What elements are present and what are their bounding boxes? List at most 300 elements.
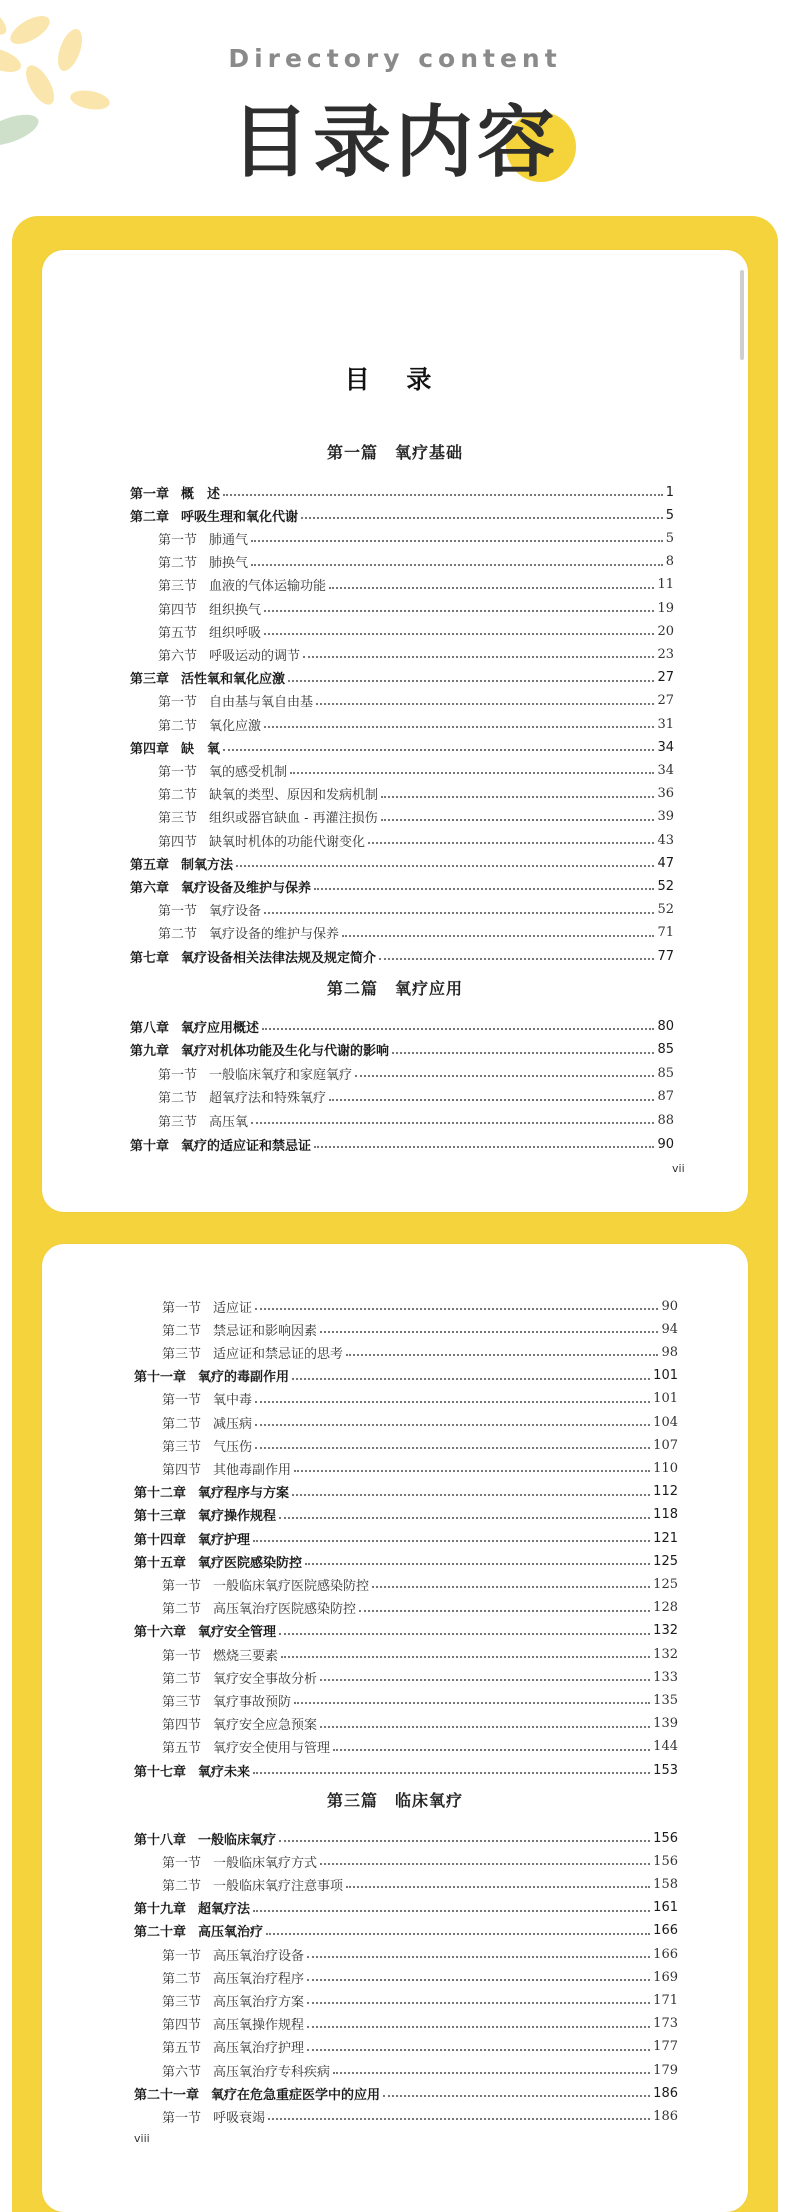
entry-page-number: 43 xyxy=(657,832,674,848)
entry-page-number: 156 xyxy=(653,1853,678,1869)
dot-leader xyxy=(255,1447,650,1449)
dot-leader xyxy=(223,749,654,751)
dot-leader xyxy=(268,2118,650,2120)
entry-number: 第一节 xyxy=(162,1855,202,1871)
entry-title: 概 述 xyxy=(181,486,221,502)
entry-number: 第二节 xyxy=(162,1323,202,1339)
toc-chapter-entry xyxy=(130,1040,674,1060)
dot-leader xyxy=(288,680,654,682)
entry-title: 适应证和禁忌证的思考 xyxy=(213,1346,344,1362)
toc-chapter-entry xyxy=(130,1134,674,1154)
entry-number: 第一节 xyxy=(162,1948,202,1964)
dot-leader xyxy=(346,1354,658,1356)
toc-section-entry xyxy=(130,552,674,572)
entry-number: 第一节 xyxy=(158,695,198,711)
entry-title: 缺氧时机体的功能代谢变化 xyxy=(209,834,366,850)
entry-title: 氧疗安全应急预案 xyxy=(213,1718,318,1734)
entry-number: 第二节 xyxy=(158,556,198,572)
dot-leader xyxy=(253,1910,650,1912)
toc-chapter-entry xyxy=(134,1366,678,1386)
toc-section-entry xyxy=(134,1990,678,2010)
dot-leader xyxy=(279,1517,650,1519)
entry-number: 第二节 xyxy=(162,1971,202,1987)
toc-chapter-entry xyxy=(130,853,674,873)
dot-leader xyxy=(292,1494,650,1496)
entry-page-number: 90 xyxy=(657,1136,674,1152)
entry-number: 第一节 xyxy=(162,1393,202,1409)
toc-section-entry xyxy=(134,1667,678,1687)
entry-title: 氧疗事故预防 xyxy=(213,1694,292,1710)
entry-number: 第十一章 xyxy=(134,1370,187,1386)
dot-leader xyxy=(255,1424,650,1426)
entry-number: 第三章 xyxy=(130,672,170,688)
entry-number: 第十六章 xyxy=(134,1625,187,1641)
entry-number: 第二十一章 xyxy=(134,2087,200,2103)
entry-page-number: 121 xyxy=(653,1530,678,1546)
dot-leader xyxy=(379,958,654,960)
entry-number: 第二节 xyxy=(158,1091,198,1107)
toc-chapter-entry xyxy=(130,737,674,757)
entry-page-number: 94 xyxy=(661,1321,678,1337)
toc-section-entry xyxy=(130,528,674,548)
toc-section-entry xyxy=(134,1296,678,1316)
entry-title: 氧疗安全管理 xyxy=(198,1625,277,1641)
entry-page-number: 166 xyxy=(653,1946,678,1962)
entry-title: 高压氧治疗专科疾病 xyxy=(213,2064,331,2080)
entry-number: 第四节 xyxy=(162,1718,202,1734)
entry-title: 缺氧的类型、原因和发病机制 xyxy=(209,788,379,804)
entry-number: 第二节 xyxy=(158,927,198,943)
entry-page-number: 39 xyxy=(657,809,674,825)
entry-title: 高压氧操作规程 xyxy=(213,2018,305,2034)
dot-leader xyxy=(253,1772,650,1774)
dot-leader xyxy=(307,2002,650,2004)
entry-number: 第一节 xyxy=(158,904,198,920)
entry-page-number: 11 xyxy=(657,577,674,593)
entry-page-number: 34 xyxy=(657,739,674,755)
toc-chapter-entry xyxy=(130,668,674,688)
entry-page-number: 87 xyxy=(657,1089,674,1105)
toc-section-entry xyxy=(130,644,674,664)
toc-section-entry xyxy=(134,1319,678,1339)
toc-chapter-entry xyxy=(130,1016,674,1036)
entry-title: 一般临床氧疗医院感染防控 xyxy=(213,1578,370,1594)
entry-title: 氧疗程序与方案 xyxy=(198,1486,290,1502)
entry-number: 第九章 xyxy=(130,1044,170,1060)
dot-leader xyxy=(262,1028,654,1030)
dot-leader xyxy=(320,1726,650,1728)
entry-page-number: 132 xyxy=(653,1623,678,1639)
entry-title: 氧化应激 xyxy=(209,718,262,734)
entry-page-number: 88 xyxy=(657,1112,674,1128)
dot-leader xyxy=(359,1610,650,1612)
entry-page-number: 125 xyxy=(653,1576,678,1592)
entry-title: 高压氧治疗护理 xyxy=(213,2041,305,2057)
toc-section-entry xyxy=(134,1644,678,1664)
entry-number: 第一节 xyxy=(158,1067,198,1083)
dot-leader xyxy=(264,610,654,612)
toc-page-1 xyxy=(42,250,748,1212)
dot-leader xyxy=(223,494,663,496)
part-heading-3: 第三篇 临床氧疗 xyxy=(326,1791,463,1810)
toc-page-2 xyxy=(42,1244,748,2212)
entry-page-number: 128 xyxy=(653,1600,678,1616)
dot-leader xyxy=(251,540,663,542)
dot-leader xyxy=(314,1146,654,1148)
toc-chapter-entry xyxy=(130,946,674,966)
scrollbar[interactable] xyxy=(740,270,744,360)
entry-page-number: 132 xyxy=(653,1646,678,1662)
entry-title: 超氧疗法 xyxy=(198,1902,251,1918)
dot-leader xyxy=(316,703,654,705)
entry-title: 肺换气 xyxy=(209,556,249,572)
entry-page-number: 52 xyxy=(657,902,674,918)
dot-leader xyxy=(381,796,654,798)
entry-title: 氧疗应用概述 xyxy=(181,1020,260,1036)
entry-title: 禁忌证和影响因素 xyxy=(213,1323,318,1339)
entry-page-number: 52 xyxy=(657,878,674,894)
toc-chapter-entry xyxy=(134,1505,678,1525)
dot-leader xyxy=(266,1933,650,1935)
dot-leader xyxy=(342,935,654,937)
entry-number: 第三节 xyxy=(158,811,198,827)
entry-title: 高压氧治疗 xyxy=(198,1925,264,1941)
entry-page-number: 161 xyxy=(653,1900,678,1916)
entry-title: 氧疗未来 xyxy=(198,1764,251,1780)
entry-page-number: 144 xyxy=(653,1739,678,1755)
dot-leader xyxy=(381,819,655,821)
dot-leader xyxy=(320,1331,658,1333)
entry-title: 氧疗的毒副作用 xyxy=(198,1370,290,1386)
entry-number: 第五节 xyxy=(162,2041,202,2057)
entry-title: 氧疗安全使用与管理 xyxy=(213,1741,331,1757)
entry-title: 缺 氧 xyxy=(181,741,221,757)
entry-page-number: 153 xyxy=(653,1762,678,1778)
toc-section-entry xyxy=(130,923,674,943)
entry-page-number: 1 xyxy=(665,484,674,500)
toc-section-entry xyxy=(134,1967,678,1987)
entry-number: 第三节 xyxy=(158,1114,198,1130)
entry-title: 组织呼吸 xyxy=(209,625,262,641)
toc-section-entry xyxy=(134,1737,678,1757)
entry-number: 第八章 xyxy=(130,1020,170,1036)
toc-chapter-entry xyxy=(134,1482,678,1502)
entry-number: 第三节 xyxy=(162,1346,202,1362)
entry-title: 氧疗在危急重症医学中的应用 xyxy=(211,2087,381,2103)
toc-section-entry xyxy=(130,900,674,920)
toc-chapter-entry xyxy=(130,876,674,896)
entry-title: 氧的感受机制 xyxy=(209,764,288,780)
dot-leader xyxy=(333,2072,650,2074)
dot-leader xyxy=(305,1563,650,1565)
header-subtitle: Directory content xyxy=(228,44,562,73)
entry-page-number: 23 xyxy=(657,646,674,662)
dot-leader xyxy=(307,2026,650,2028)
toc-section-entry xyxy=(134,1944,678,1964)
toc-chapter-entry xyxy=(130,505,674,525)
toc-section-entry xyxy=(134,2060,678,2080)
entry-number: 第十九章 xyxy=(134,1902,187,1918)
entry-title: 高压氧治疗设备 xyxy=(213,1948,305,1964)
entry-number: 第二节 xyxy=(162,1878,202,1894)
toc-chapter-entry xyxy=(134,1621,678,1641)
toc-section-entry xyxy=(134,2037,678,2057)
entry-page-number: 90 xyxy=(661,1298,678,1314)
entry-number: 第二节 xyxy=(158,788,198,804)
entry-number: 第十章 xyxy=(130,1138,170,1154)
entry-title: 氧疗安全事故分析 xyxy=(213,1671,318,1687)
entry-page-number: 186 xyxy=(653,2108,678,2124)
toc-section-entry xyxy=(134,1598,678,1618)
page-title: 目录内容 xyxy=(230,98,559,188)
entry-number: 第二节 xyxy=(162,1671,202,1687)
entry-title: 氧疗操作规程 xyxy=(198,1509,277,1525)
dot-leader xyxy=(251,564,663,566)
entry-number: 第十八章 xyxy=(134,1832,187,1848)
entry-page-number: 20 xyxy=(657,623,674,639)
entry-page-number: 34 xyxy=(657,762,674,778)
entry-title: 高压氧 xyxy=(209,1114,249,1130)
dot-leader xyxy=(307,1956,650,1958)
entry-number: 第一节 xyxy=(158,532,198,548)
entry-number: 第三节 xyxy=(162,1694,202,1710)
entry-title: 减压病 xyxy=(213,1416,253,1432)
dot-leader xyxy=(372,1586,650,1588)
toc-chapter-entry xyxy=(134,1551,678,1571)
entry-page-number: 169 xyxy=(653,1969,678,1985)
toc-section-entry xyxy=(130,830,674,850)
entry-page-number: 19 xyxy=(657,600,674,616)
dot-leader xyxy=(253,1540,650,1542)
entry-title: 组织或器官缺血 - 再灌注损伤 xyxy=(209,811,378,827)
toc-chapter-entry xyxy=(134,1760,678,1780)
header-banner xyxy=(0,0,790,215)
entry-page-number: 110 xyxy=(653,1460,678,1476)
toc-chapter-entry xyxy=(134,1921,678,1941)
toc-section-entry xyxy=(130,691,674,711)
entry-page-number: 5 xyxy=(665,507,674,523)
entry-number: 第二节 xyxy=(162,1416,202,1432)
toc-heading: 目 录 xyxy=(344,365,446,394)
toc-section-entry xyxy=(134,1714,678,1734)
entry-title: 氧疗的适应证和禁忌证 xyxy=(181,1138,312,1154)
part-heading-1: 第一篇 氧疗基础 xyxy=(326,443,463,462)
entry-title: 肺通气 xyxy=(209,532,249,548)
entry-page-number: 156 xyxy=(653,1830,678,1846)
dot-leader xyxy=(281,1656,650,1658)
dot-leader xyxy=(307,1979,650,1981)
dot-leader xyxy=(264,912,654,914)
entry-page-number: 71 xyxy=(657,925,674,941)
entry-page-number: 47 xyxy=(657,855,674,871)
page-number-footer: vii xyxy=(672,1162,685,1175)
entry-title: 一般临床氧疗和家庭氧疗 xyxy=(209,1067,353,1083)
dot-leader xyxy=(320,1863,650,1865)
toc-chapter-entry xyxy=(130,482,674,502)
entry-number: 第一节 xyxy=(162,1578,202,1594)
entry-title: 其他毒副作用 xyxy=(213,1462,292,1478)
dot-leader xyxy=(320,1679,650,1681)
part-heading-2: 第二篇 氧疗应用 xyxy=(326,979,463,998)
dot-leader xyxy=(264,633,654,635)
entry-title: 自由基与氧自由基 xyxy=(209,695,314,711)
entry-number: 第四节 xyxy=(162,1462,202,1478)
entry-title: 氧疗护理 xyxy=(198,1532,251,1548)
dot-leader xyxy=(392,1052,654,1054)
entry-title: 高压氧治疗医院感染防控 xyxy=(213,1602,357,1618)
entry-title: 气压伤 xyxy=(213,1439,253,1455)
entry-title: 氧疗设备及维护与保养 xyxy=(181,880,312,896)
entry-number: 第二十章 xyxy=(134,1925,187,1941)
entry-title: 超氧疗法和特殊氧疗 xyxy=(209,1091,327,1107)
entry-page-number: 27 xyxy=(657,670,674,686)
entry-page-number: 98 xyxy=(661,1344,678,1360)
entry-title: 血液的气体运输功能 xyxy=(209,579,327,595)
toc-section-entry xyxy=(134,1458,678,1478)
entry-title: 氧疗设备相关法律法规及规定简介 xyxy=(181,950,377,966)
entry-page-number: 179 xyxy=(653,2062,678,2078)
dot-leader xyxy=(314,888,654,890)
entry-number: 第三节 xyxy=(158,579,198,595)
entry-page-number: 5 xyxy=(665,530,674,546)
entry-number: 第一节 xyxy=(162,2110,202,2126)
entry-page-number: 166 xyxy=(653,1923,678,1939)
dot-leader xyxy=(236,865,654,867)
entry-number: 第一节 xyxy=(162,1300,202,1316)
toc-section-entry xyxy=(130,575,674,595)
toc-section-entry xyxy=(134,1435,678,1455)
dot-leader xyxy=(346,1886,650,1888)
toc-section-entry xyxy=(130,807,674,827)
dot-leader xyxy=(292,1378,650,1380)
entry-number: 第六节 xyxy=(158,648,198,664)
entry-title: 呼吸运动的调节 xyxy=(209,648,301,664)
entry-title: 燃烧三要素 xyxy=(213,1648,279,1664)
entry-number: 第一节 xyxy=(158,764,198,780)
entry-page-number: 77 xyxy=(657,948,674,964)
dot-leader xyxy=(355,1075,654,1077)
entry-title: 适应证 xyxy=(213,1300,253,1316)
entry-title: 组织换气 xyxy=(209,602,262,618)
entry-page-number: 36 xyxy=(657,786,674,802)
toc-section-entry xyxy=(130,714,674,734)
entry-number: 第一节 xyxy=(162,1648,202,1664)
entry-number: 第六章 xyxy=(130,880,170,896)
toc-chapter-entry xyxy=(134,1828,678,1848)
entry-page-number: 125 xyxy=(653,1553,678,1569)
toc-section-entry xyxy=(134,1342,678,1362)
dot-leader xyxy=(329,587,654,589)
entry-title: 呼吸生理和氧化代谢 xyxy=(181,509,299,525)
dot-leader xyxy=(294,1702,650,1704)
toc-section-entry xyxy=(130,1063,674,1083)
toc-chapter-entry xyxy=(134,2083,678,2103)
page-number-footer: viii xyxy=(134,2132,150,2145)
entry-title: 活性氧和氧化应激 xyxy=(181,672,286,688)
toc-section-entry xyxy=(130,1110,674,1130)
toc-section-entry xyxy=(134,2106,678,2126)
entry-title: 氧疗医院感染防控 xyxy=(198,1555,303,1571)
entry-title: 一般临床氧疗 xyxy=(198,1832,277,1848)
entry-number: 第五节 xyxy=(158,625,198,641)
entry-number: 第五节 xyxy=(162,1741,202,1757)
entry-page-number: 31 xyxy=(657,716,674,732)
entry-number: 第五章 xyxy=(130,857,170,873)
entry-page-number: 80 xyxy=(657,1018,674,1034)
entry-page-number: 8 xyxy=(665,554,674,570)
dot-leader xyxy=(301,517,663,519)
entry-page-number: 101 xyxy=(653,1368,678,1384)
toc-section-entry xyxy=(134,1389,678,1409)
entry-number: 第三节 xyxy=(162,1439,202,1455)
entry-number: 第十二章 xyxy=(134,1486,187,1502)
toc-section-entry xyxy=(134,1690,678,1710)
entry-title: 氧中毒 xyxy=(213,1393,253,1409)
dot-leader xyxy=(303,656,654,658)
toc-section-entry xyxy=(130,598,674,618)
entry-page-number: 158 xyxy=(653,1876,678,1892)
entry-number: 第四节 xyxy=(158,602,198,618)
entry-page-number: 139 xyxy=(653,1716,678,1732)
toc-chapter-entry xyxy=(134,1528,678,1548)
dot-leader xyxy=(279,1840,650,1842)
toc-section-entry xyxy=(130,1087,674,1107)
entry-title: 一般临床氧疗注意事项 xyxy=(213,1878,344,1894)
dot-leader xyxy=(368,842,654,844)
entry-title: 一般临床氧疗方式 xyxy=(213,1855,318,1871)
dot-leader xyxy=(333,1749,650,1751)
dot-leader xyxy=(255,1308,658,1310)
entry-title: 高压氧治疗方案 xyxy=(213,1994,305,2010)
entry-number: 第十三章 xyxy=(134,1509,187,1525)
entry-number: 第六节 xyxy=(162,2064,202,2080)
toc-section-entry xyxy=(134,1412,678,1432)
entry-page-number: 173 xyxy=(653,2016,678,2032)
entry-title: 高压氧治疗程序 xyxy=(213,1971,305,1987)
entry-page-number: 118 xyxy=(653,1507,678,1523)
entry-number: 第三节 xyxy=(162,1994,202,2010)
entry-number: 第十四章 xyxy=(134,1532,187,1548)
entry-number: 第二节 xyxy=(162,1602,202,1618)
dot-leader xyxy=(279,1633,650,1635)
entry-number: 第四章 xyxy=(130,741,170,757)
entry-title: 氧疗设备的维护与保养 xyxy=(209,927,340,943)
entry-number: 第四节 xyxy=(158,834,198,850)
entry-page-number: 85 xyxy=(657,1065,674,1081)
toc-chapter-entry xyxy=(134,1898,678,1918)
entry-page-number: 107 xyxy=(653,1437,678,1453)
entry-title: 氧疗设备 xyxy=(209,904,262,920)
entry-page-number: 85 xyxy=(657,1042,674,1058)
entry-page-number: 177 xyxy=(653,2039,678,2055)
dot-leader xyxy=(329,1099,654,1101)
toc-section-entry xyxy=(134,1574,678,1594)
entry-number: 第二章 xyxy=(130,509,170,525)
entry-number: 第十七章 xyxy=(134,1764,187,1780)
dot-leader xyxy=(383,2095,650,2097)
entry-page-number: 101 xyxy=(653,1391,678,1407)
entry-title: 氧疗对机体功能及生化与代谢的影响 xyxy=(181,1044,390,1060)
entry-page-number: 112 xyxy=(653,1484,678,1500)
entry-page-number: 171 xyxy=(653,1992,678,2008)
dot-leader xyxy=(307,2049,650,2051)
dot-leader xyxy=(290,772,654,774)
entry-page-number: 104 xyxy=(653,1414,678,1430)
entry-number: 第十五章 xyxy=(134,1555,187,1571)
dot-leader xyxy=(251,1122,654,1124)
entry-title: 制氧方法 xyxy=(181,857,234,873)
dot-leader xyxy=(264,726,654,728)
